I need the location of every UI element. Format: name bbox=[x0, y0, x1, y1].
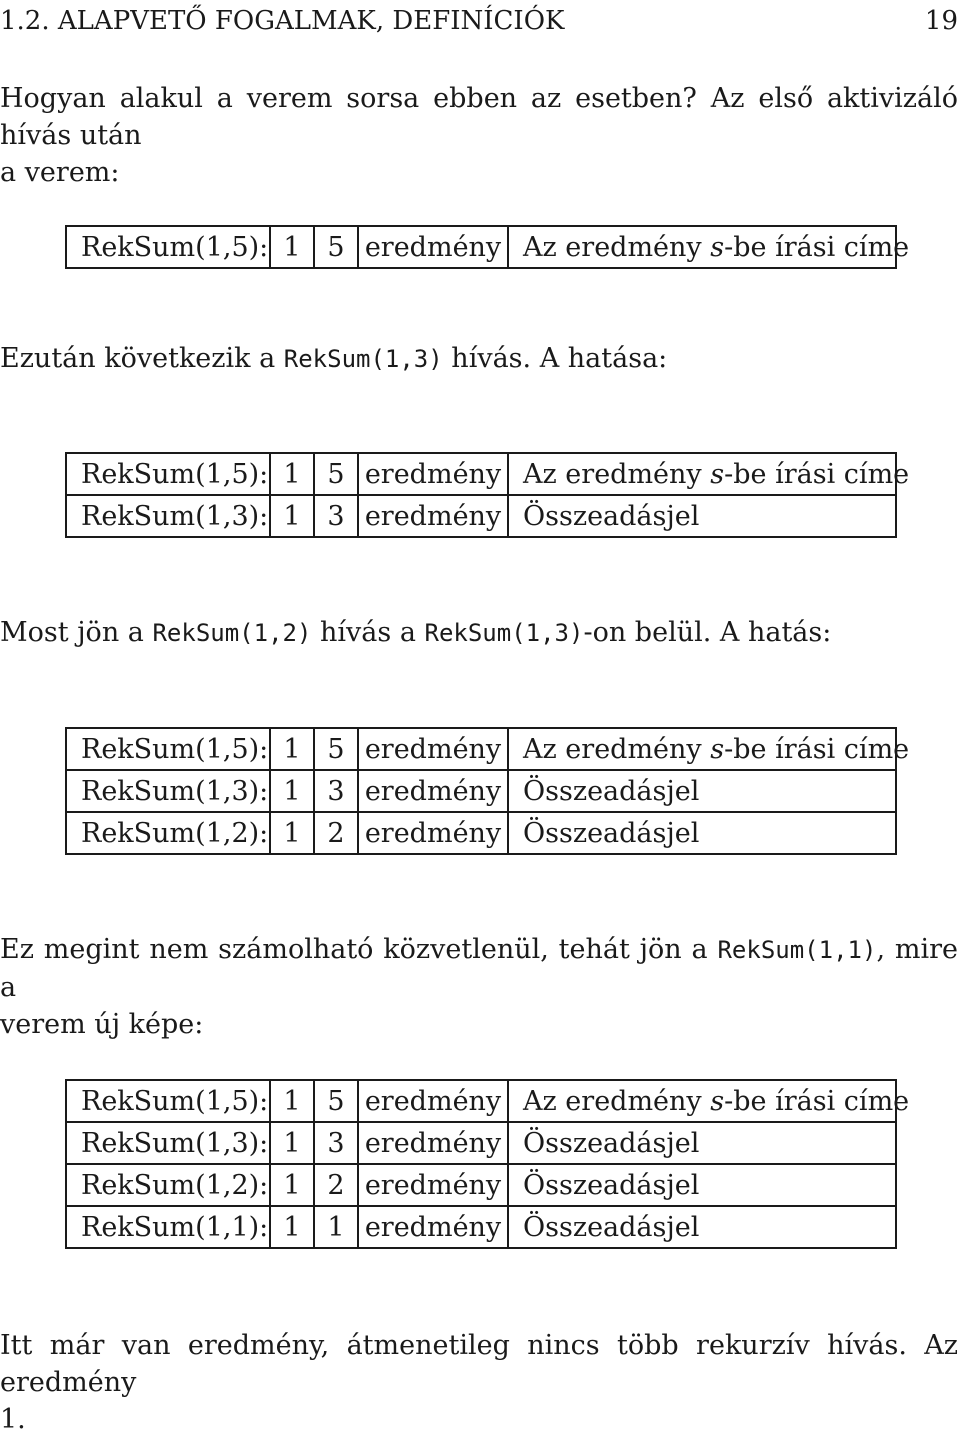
stack-row bbox=[66, 1122, 896, 1164]
stack-table-4 bbox=[65, 1079, 910, 1249]
param-first: 1 bbox=[270, 812, 314, 854]
return-description: Az eredmény s-be írási címe bbox=[508, 728, 896, 770]
page-number: 19 bbox=[924, 6, 958, 36]
stack-row bbox=[66, 1206, 896, 1248]
stack-row bbox=[66, 453, 896, 495]
return-description: Összeadásjel bbox=[508, 770, 896, 812]
param-first: 1 bbox=[270, 226, 314, 268]
intro-line-1: Hogyan alakul a verem sorsa ebben az esetben? Az első aktivizáló hívás után bbox=[0, 83, 958, 151]
stack-row bbox=[66, 226, 896, 268]
param-last: 1 bbox=[314, 1206, 358, 1248]
param-last: 5 bbox=[314, 1080, 358, 1122]
paragraph-5 bbox=[0, 1327, 958, 1438]
param-first: 1 bbox=[270, 1080, 314, 1122]
return-description: Összeadásjel bbox=[508, 1206, 896, 1248]
param-first: 1 bbox=[270, 495, 314, 537]
return-description: Az eredmény s-be írási címe bbox=[508, 453, 896, 495]
result-label: eredmény bbox=[358, 495, 508, 537]
call-name: RekSum(1,5): bbox=[66, 1080, 270, 1122]
stack-row bbox=[66, 770, 896, 812]
call-name: RekSum(1,2): bbox=[66, 1164, 270, 1206]
param-last: 2 bbox=[314, 1164, 358, 1206]
param-last: 3 bbox=[314, 770, 358, 812]
return-description: Az eredmény s-be írási címe bbox=[508, 1080, 896, 1122]
result-label: eredmény bbox=[358, 1122, 508, 1164]
paragraph-4 bbox=[0, 931, 958, 1043]
section-title: 1.2. ALAPVETŐ FOGALMAK, DEFINÍCIÓK bbox=[0, 6, 565, 36]
result-label: eredmény bbox=[358, 1206, 508, 1248]
stack-table-1 bbox=[65, 225, 910, 269]
stack-table-3 bbox=[65, 727, 910, 855]
call-name: RekSum(1,3): bbox=[66, 770, 270, 812]
intro-line-2: a verem: bbox=[0, 157, 120, 188]
stack-table-2 bbox=[65, 452, 910, 538]
return-description: Összeadásjel bbox=[508, 1164, 896, 1206]
call-name: RekSum(1,5): bbox=[66, 226, 270, 268]
stack-row bbox=[66, 812, 896, 854]
code-inline: RekSum(1,2) bbox=[152, 619, 312, 647]
paragraph-5-line-2: 1. bbox=[0, 1404, 26, 1435]
stack-row bbox=[66, 1080, 896, 1122]
param-first: 1 bbox=[270, 1206, 314, 1248]
param-first: 1 bbox=[270, 770, 314, 812]
result-label: eredmény bbox=[358, 453, 508, 495]
page-header bbox=[0, 4, 960, 38]
call-name: RekSum(1,5): bbox=[66, 453, 270, 495]
code-inline: RekSum(1,1) bbox=[717, 936, 877, 964]
call-name: RekSum(1,3): bbox=[66, 495, 270, 537]
paragraph-4-line-2: verem új képe: bbox=[0, 1009, 204, 1040]
paragraph-2: Ezután következik a RekSum(1,3) hívás. A hatása: bbox=[0, 343, 668, 374]
param-last: 3 bbox=[314, 1122, 358, 1164]
param-first: 1 bbox=[270, 728, 314, 770]
param-first: 1 bbox=[270, 1122, 314, 1164]
stack-row bbox=[66, 728, 896, 770]
return-description: Az eredmény s-be írási címe bbox=[508, 226, 896, 268]
result-label: eredmény bbox=[358, 812, 508, 854]
param-first: 1 bbox=[270, 453, 314, 495]
intro-paragraph bbox=[0, 80, 958, 191]
call-name: RekSum(1,5): bbox=[66, 728, 270, 770]
paragraph-5-line-1: Itt már van eredmény, átmenetileg nincs több rekurzív hívás. Az eredmény bbox=[0, 1330, 958, 1398]
param-last: 3 bbox=[314, 495, 358, 537]
call-name: RekSum(1,3): bbox=[66, 1122, 270, 1164]
param-first: 1 bbox=[270, 1164, 314, 1206]
result-label: eredmény bbox=[358, 728, 508, 770]
result-label: eredmény bbox=[358, 1080, 508, 1122]
result-label: eredmény bbox=[358, 226, 508, 268]
param-last: 5 bbox=[314, 226, 358, 268]
call-name: RekSum(1,1): bbox=[66, 1206, 270, 1248]
param-last: 5 bbox=[314, 453, 358, 495]
code-inline: RekSum(1,3) bbox=[283, 345, 443, 373]
param-last: 2 bbox=[314, 812, 358, 854]
paragraph-3: Most jön a RekSum(1,2) hívás a RekSum(1,3)-on belül. A hatás: bbox=[0, 617, 832, 648]
return-description: Összeadásjel bbox=[508, 495, 896, 537]
result-label: eredmény bbox=[358, 1164, 508, 1206]
result-label: eredmény bbox=[358, 770, 508, 812]
stack-row bbox=[66, 1164, 896, 1206]
return-description: Összeadásjel bbox=[508, 812, 896, 854]
paragraph-4-line-1: Ez megint nem számolható közvetlenül, tehát jön a RekSum(1,1), mire a bbox=[0, 934, 958, 1003]
code-inline: RekSum(1,3) bbox=[424, 619, 584, 647]
param-last: 5 bbox=[314, 728, 358, 770]
call-name: RekSum(1,2): bbox=[66, 812, 270, 854]
return-description: Összeadásjel bbox=[508, 1122, 896, 1164]
stack-row bbox=[66, 495, 896, 537]
